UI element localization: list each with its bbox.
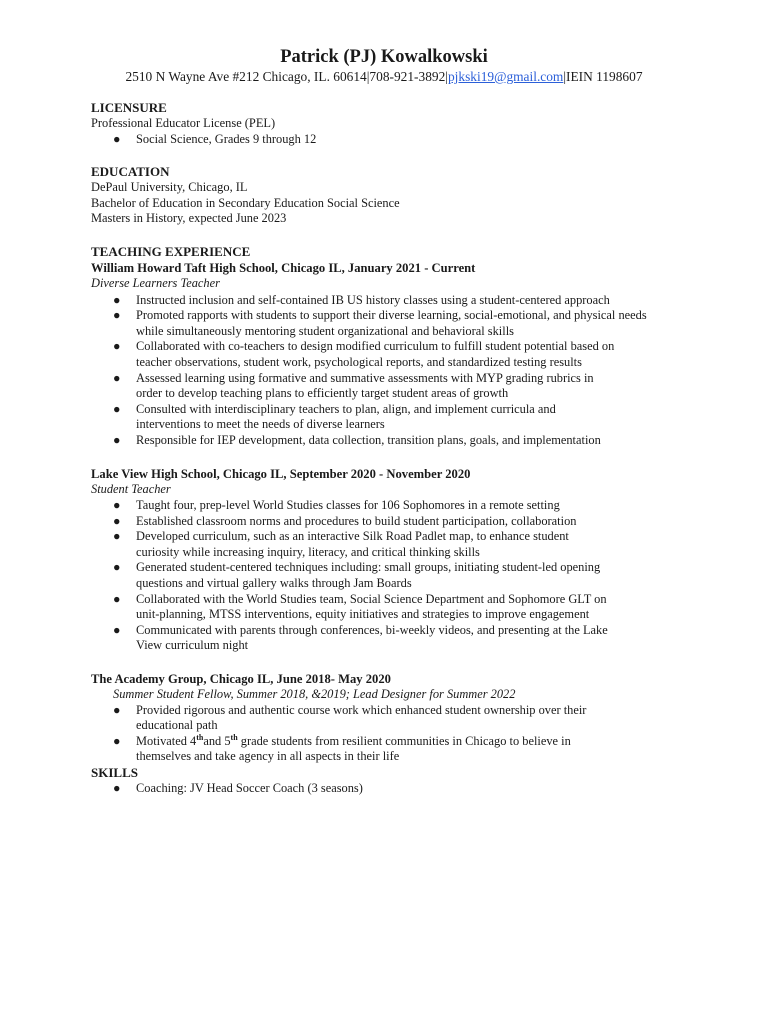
masters-text: Masters in History, expected June 2023 — [91, 211, 287, 226]
bullet-icon: ● — [113, 292, 121, 307]
bullet-text: Instructed inclusion and self-contained IB US history classes using a student-centered approach — [136, 292, 610, 307]
bullet-text: Communicated with parents through conferences, bi-weekly videos, and presenting at the Lake — [136, 622, 608, 637]
academy-bullets — [91, 703, 731, 765]
bullet-icon: ● — [113, 513, 121, 528]
teaching-experience-heading: TEACHING EXPERIENCE — [91, 243, 251, 259]
bullet-icon: ● — [113, 733, 121, 748]
bullet-icon: ● — [113, 781, 121, 795]
list-item — [91, 308, 731, 339]
job-bullets — [91, 293, 731, 449]
bullet-text: Taught four, prep-level World Studies classes for 106 Sophomores in a remote setting — [136, 498, 560, 513]
bullet-text-continued: teacher observations, student work, psychological reports, and standardized testing results — [136, 354, 582, 369]
bullet-text: Collaborated with co-teachers to design modified curriculum to fulfill student potential based on — [136, 339, 615, 354]
list-item — [91, 703, 731, 734]
bullet-text: Motivated 4 — [136, 733, 197, 748]
endorsement-text: Social Science, Grades 9 through 12 — [136, 131, 317, 146]
bullet-text-continued: unit-planning, MTSS interventions, equity initiatives and strategies to improve engagement — [136, 607, 590, 622]
iein-number: |IEIN 1198607 — [563, 69, 643, 84]
contact-line — [0, 68, 768, 85]
address-phone: 2510 N Wayne Ave #212 Chicago, IL. 60614|708-921-3892| — [125, 69, 448, 84]
list-item — [91, 498, 731, 514]
licensure-heading: LICENSURE — [91, 100, 167, 115]
licensure-list — [91, 132, 731, 148]
job-title: The Academy Group, Chicago IL, June 2018- May 2020 — [91, 672, 391, 687]
bullet-text: Provided rigorous and authentic course work which enhanced student ownership over their — [136, 702, 587, 717]
list-item — [91, 514, 731, 530]
bullet-icon: ● — [113, 370, 121, 385]
list-item — [91, 132, 731, 148]
skills-heading: SKILLS — [91, 765, 138, 780]
bullet-icon: ● — [113, 432, 121, 447]
candidate-name: Patrick (PJ) Kowalkowski — [280, 47, 488, 67]
superscript-th: th — [230, 732, 238, 742]
bullet-icon: ● — [113, 622, 121, 637]
bullet-text-continued: View curriculum night — [136, 638, 249, 653]
bullet-text-continued: while simultaneously mentoring student organizational and behavioral skills — [136, 323, 514, 338]
list-item — [91, 560, 731, 591]
job-title: William Howard Taft High School, Chicago IL, January 2021 - Current — [91, 260, 476, 275]
list-item — [91, 402, 731, 433]
bullet-text: Promoted rapports with students to support their diverse learning, social-emotional, and physical needs — [136, 308, 647, 323]
degree-text: Bachelor of Education in Secondary Education Social Science — [91, 195, 400, 210]
bullet-text: Developed curriculum, such as an interactive Silk Road Padlet map, to enhance student — [136, 529, 569, 544]
bullet-text: and 5 — [203, 733, 231, 748]
bullet-text: Consulted with interdisciplinary teachers to plan, align, and implement curricula and — [136, 401, 556, 416]
list-item — [91, 433, 731, 449]
bullet-text: Established classroom norms and procedures to build student participation, collaboration — [136, 513, 577, 528]
license-name: Professional Educator License (PEL) — [91, 116, 276, 130]
list-item — [91, 623, 731, 654]
bullet-text-continued: educational path — [136, 718, 218, 733]
list-item — [91, 371, 731, 402]
job-role: Diverse Learners Teacher — [91, 275, 220, 290]
list-item — [91, 781, 731, 797]
list-item — [91, 734, 731, 765]
bullet-text-continued: interventions to meet the needs of diverse learners — [136, 417, 385, 432]
skills-list — [91, 781, 731, 797]
bullet-text: grade students from resilient communities in Chicago to believe in — [237, 733, 571, 748]
bullet-icon: ● — [113, 702, 121, 717]
bullet-text-continued: themselves and take agency in all aspects in their life — [136, 749, 400, 764]
job-role: Summer Student Fellow, Summer 2018, &2019; Lead Designer for Summer 2022 — [113, 687, 516, 702]
bullet-text-continued: order to develop teaching plans to efficiently target student areas of growth — [136, 386, 509, 401]
bullet-icon: ● — [113, 560, 121, 575]
bullet-icon: ● — [113, 131, 121, 146]
list-item — [91, 529, 731, 560]
bullet-text-continued: curiosity while increasing inquiry, literacy, and critical thinking skills — [136, 544, 480, 559]
bullet-text-continued: questions and virtual gallery walks through Jam Boards — [136, 576, 412, 591]
list-item — [91, 592, 731, 623]
job-taft — [91, 260, 731, 449]
job-lakeview — [91, 466, 731, 655]
bullet-text: Generated student-centered techniques including: small groups, initiating student-led opening — [136, 560, 601, 575]
job-bullets — [91, 498, 731, 654]
bullet-icon: ● — [113, 401, 121, 416]
job-role: Student Teacher — [91, 481, 171, 496]
skill-text: Coaching: JV Head Soccer Coach (3 seasons) — [136, 781, 363, 795]
job-title: Lake View High School, Chicago IL, September 2020 - November 2020 — [91, 466, 471, 481]
list-item — [91, 339, 731, 370]
bullet-icon: ● — [113, 498, 121, 513]
list-item — [91, 293, 731, 309]
school-name: DePaul University, Chicago, IL — [91, 180, 248, 195]
resume-body — [91, 100, 731, 797]
bullet-icon: ● — [113, 529, 121, 544]
bullet-icon: ● — [113, 591, 121, 606]
bullet-text: Assessed learning using formative and summative assessments with MYP grading rubrics in — [136, 370, 594, 385]
education-heading: EDUCATION — [91, 164, 170, 180]
bullet-text: Collaborated with the World Studies team, Social Science Department and Sophomore GLT on — [136, 591, 607, 606]
bullet-icon: ● — [113, 339, 121, 354]
job-academy — [91, 671, 731, 765]
email-link[interactable]: pjkski19@gmail.com — [447, 69, 564, 84]
superscript-th: th — [196, 732, 204, 742]
bullet-text: Responsible for IEP development, data collection, transition plans, goals, and implementation — [136, 432, 601, 447]
bullet-icon: ● — [113, 308, 121, 323]
